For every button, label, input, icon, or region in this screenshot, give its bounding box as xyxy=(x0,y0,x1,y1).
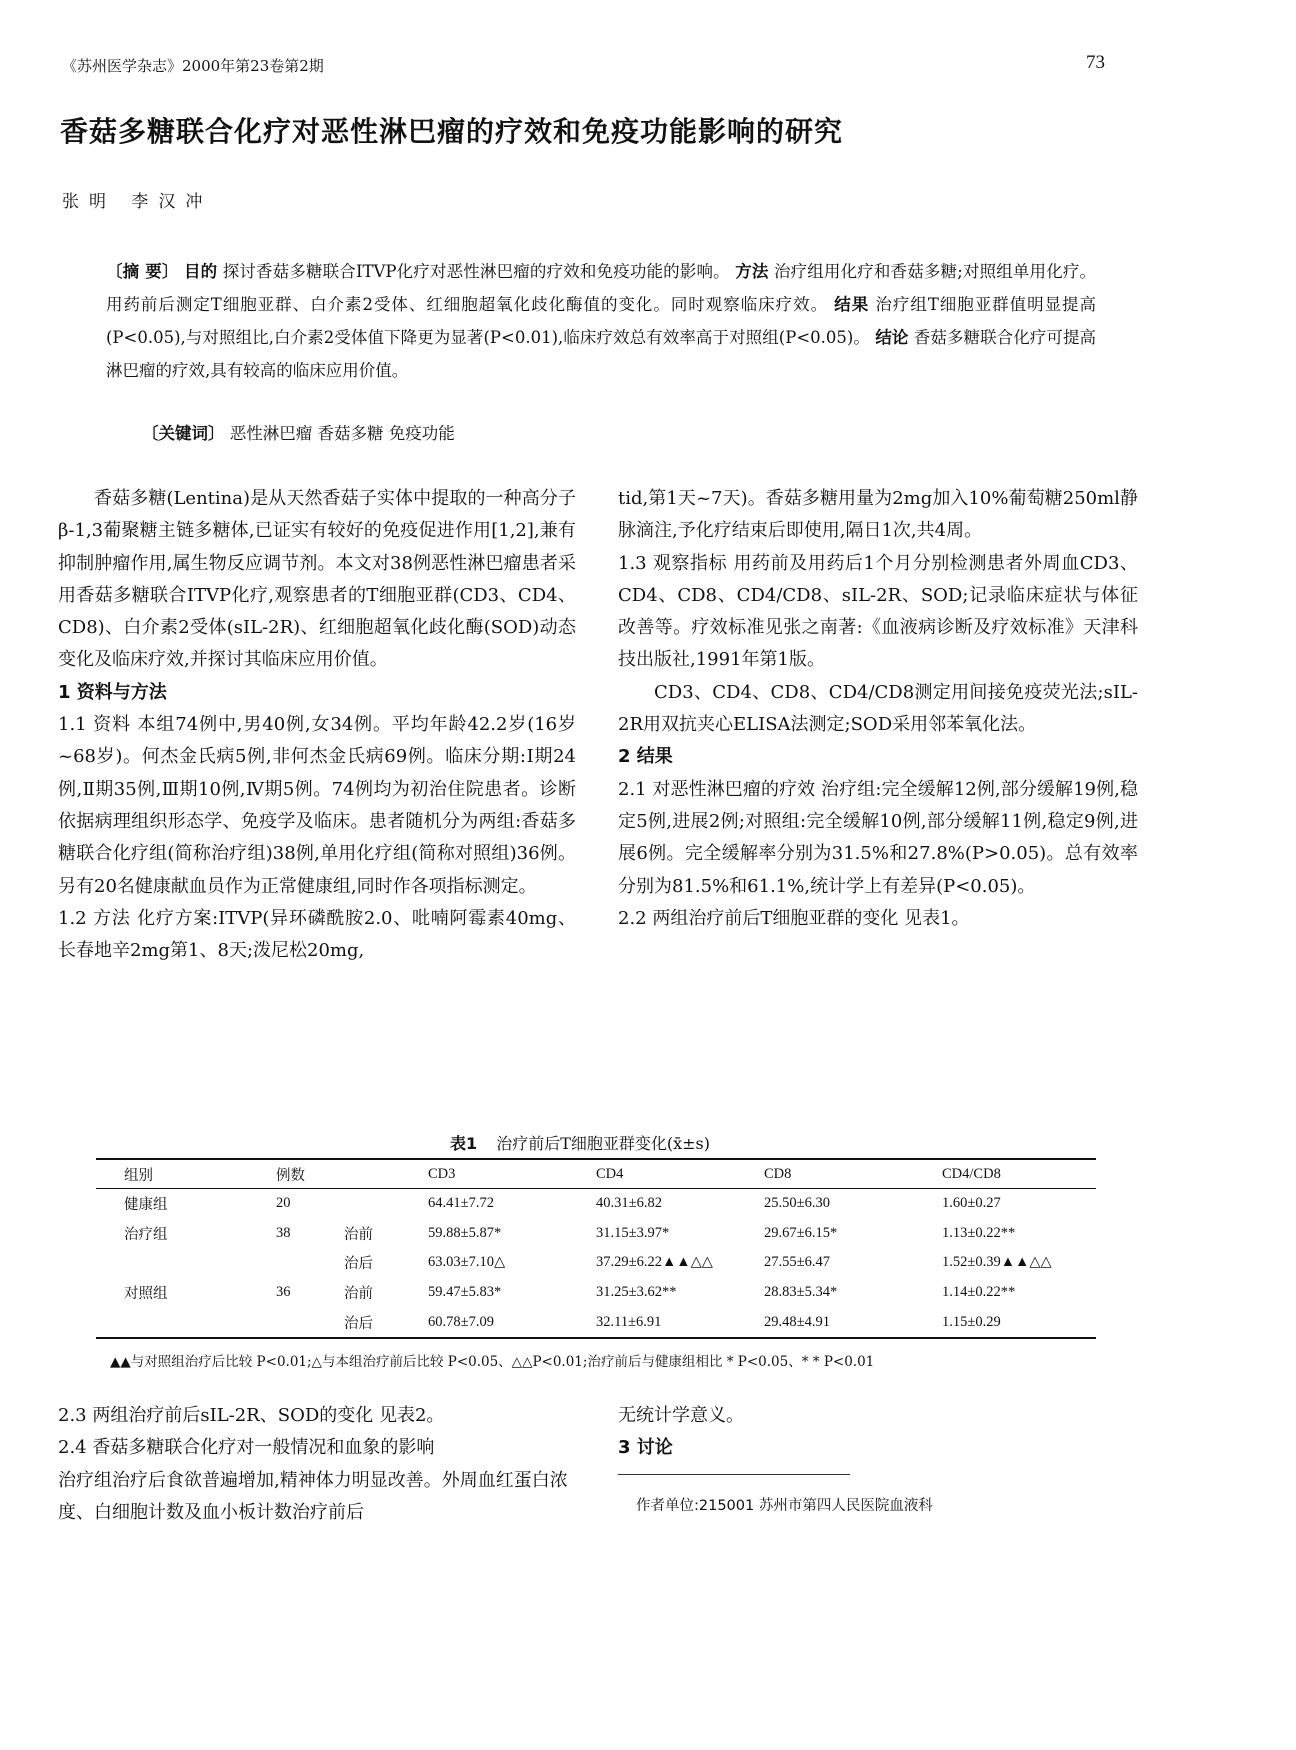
results-label: 结果 xyxy=(834,295,870,314)
col-header-phase xyxy=(340,1159,404,1189)
cell: 1.60±0.27 xyxy=(942,1195,1001,1212)
cell: 31.25±3.62** xyxy=(596,1284,677,1301)
cell: 27.55±6.47 xyxy=(764,1254,830,1271)
cell xyxy=(96,1307,228,1338)
section-2-3: 2.3 两组治疗前后sIL-2R、SOD的变化 见表2。 xyxy=(58,1405,445,1426)
table-1-caption xyxy=(0,1131,1160,1154)
section-2-4-heading: 2.4 香菇多糖联合化疗对一般情况和血象的影响 xyxy=(58,1437,435,1459)
table-row xyxy=(96,1307,1096,1338)
journal-header: 《苏州医学杂志》2000年第23卷第2期 xyxy=(62,57,324,75)
method-paragraph: CD3、CD4、CD8、CD4/CD8测定用间接免疫荧光法;sIL-2R用双抗夹心ELISA法测定;SOD采用邻苯氧化法。 xyxy=(618,681,1138,736)
section-2-4-text: 治疗组治疗后食欲普遍增加,精神体力明显改善。外周血红蛋白浓度、白细胞计数及血小板计数治疗前后 xyxy=(58,1469,568,1523)
bottom-right-column xyxy=(618,1400,1138,1465)
cell: 治疗组 xyxy=(124,1226,168,1243)
footnote-divider xyxy=(618,1474,850,1475)
body-left-column xyxy=(58,483,576,967)
cell: 29.48±4.91 xyxy=(760,1307,938,1338)
cell: 治前 xyxy=(344,1286,373,1303)
cell: 32.11±6.91 xyxy=(592,1307,760,1338)
cell: 31.15±3.97* xyxy=(596,1224,670,1241)
cell xyxy=(228,1307,340,1338)
cell: 59.47±5.83* xyxy=(428,1284,502,1301)
cell: 59.88±5.87* xyxy=(428,1224,502,1241)
section-2-heading: 2 结果 xyxy=(618,746,673,768)
cell: 28.83±5.34* xyxy=(764,1284,838,1301)
cell: 1.13±0.22** xyxy=(942,1224,1016,1241)
table-row xyxy=(96,1219,1096,1249)
section-1-3: 1.3 观察指标 用药前及用药后1个月分别检测患者外周血CD3、CD4、CD8、CD4/CD8、sIL-2R、SOD;记录临床症状与体征改善等。疗效标准见张之南著:《血液病诊断及疗效标准》天津科技出版社,1991年第1版。 xyxy=(618,552,1138,671)
cell: 63.03±7.10△ xyxy=(428,1254,506,1271)
table-row xyxy=(96,1189,1096,1219)
abstract-label: 〔摘 要〕 xyxy=(106,262,179,281)
cell: 37.29±6.22▲▲△△ xyxy=(596,1254,713,1271)
keywords-text: 恶性淋巴瘤 香菇多糖 免疫功能 xyxy=(229,424,455,443)
cell: 20 xyxy=(276,1195,291,1212)
conclusion-text: 香菇多糖联合化疗可提高淋巴瘤的疗效,具有较高的临床应用价值。 xyxy=(106,328,1097,380)
cell: 治后 xyxy=(344,1256,373,1273)
author-affiliation: 作者单位:215001 苏州市第四人民医院血液科 xyxy=(636,1498,933,1514)
cell: 25.50±6.30 xyxy=(764,1195,830,1212)
cell: 60.78±7.09 xyxy=(404,1307,592,1338)
objective-label: 目的 xyxy=(183,262,218,281)
cell xyxy=(340,1189,404,1219)
cell: 36 xyxy=(276,1284,291,1301)
section-2-4-continued: 无统计学意义。 xyxy=(618,1405,744,1426)
cell: 健康组 xyxy=(124,1197,168,1214)
keywords-label: 〔关键词〕 xyxy=(142,424,225,443)
section-1-2-continued: tid,第1天~7天)。香菇多糖用量为2mg加入10%葡萄糖250ml静脉滴注,予化疗结束后即使用,隔日1次,共4周。 xyxy=(618,488,1138,542)
body-right-column xyxy=(618,483,1138,935)
cell: 1.52±0.39▲▲△△ xyxy=(942,1254,1052,1271)
cell: 1.14±0.22** xyxy=(942,1284,1016,1301)
section-3-heading: 3 讨论 xyxy=(618,1437,673,1459)
cell: 40.31±6.82 xyxy=(596,1195,662,1212)
section-1-2: 1.2 方法 化疗方案:ITVP(异环磷酰胺2.0、吡喃阿霉素40mg、长春地辛2mg第1、8天;泼尼松20mg, xyxy=(58,907,576,962)
cell: 治后 xyxy=(340,1307,404,1338)
conclusion-label: 结论 xyxy=(875,328,909,347)
cell: 治前 xyxy=(344,1226,373,1243)
cell xyxy=(96,1248,228,1278)
table-header-row xyxy=(96,1159,1096,1189)
section-2-1: 2.1 对恶性淋巴瘤的疗效 治疗组:完全缓解12例,部分缓解19例,稳定5例,进展2例;对照组:完全缓解10例,部分缓解11例,稳定9例,进展6例。完全缓解率分别为31.5%和27.8%(P>0.05)。总有效率分别为81.5%和61.1%,统计学上有差异(P<0.05)。 xyxy=(618,778,1138,897)
table-row xyxy=(96,1278,1096,1308)
page-number: 73 xyxy=(1086,52,1105,73)
authors: 张明 李汉冲 xyxy=(62,192,213,212)
results-text: 治疗组T细胞亚群值明显提高(P<0.05),与对照组比,白介素2受体值下降更为显著(P<0.01),临床疗效总有效率高于对照组(P<0.05)。 xyxy=(106,295,1097,347)
section-1-1: 1.1 资料 本组74例中,男40例,女34例。平均年龄42.2岁(16岁~68岁)。何杰金氏病5例,非何杰金氏病69例。临床分期:Ⅰ期24例,Ⅱ期35例,Ⅲ期10例,Ⅳ期5例。74例均为初治住院患者。诊断依据病理组织形态学、免疫学及临床。患者随机分为两组:香菇多糖联合化疗组(简称治疗组)38例,单用化疗组(简称对照组)36例。另有20名健康献血员作为正常健康组,同时作各项指标测定。 xyxy=(58,714,576,897)
intro-paragraph: 香菇多糖(Lentina)是从天然香菇子实体中提取的一种高分子β-1,3葡聚糖主链多糖体,已证实有较好的免疫促进作用[1,2],兼有抑制肿瘤作用,属生物反应调节剂。本文对38例恶性淋巴瘤患者采用香菇多糖联合ITVP化疗,观察患者的T细胞亚群(CD3、CD4、CD8)、白介素2受体(sIL-2R)、红细胞超氧化歧化酶(SOD)动态变化及临床疗效,并探讨其临床应用价值。 xyxy=(58,488,576,671)
table-1 xyxy=(96,1158,1096,1339)
table-1-note: ▲▲与对照组治疗后比较 P<0.01;△与本组治疗前后比较 P<0.05、△△P<0.01;治疗前后与健康组相比 * P<0.05、* * P<0.01 xyxy=(110,1354,875,1370)
paper-title: 香菇多糖联合化疗对恶性淋巴瘤的疗效和免疫功能影响的研究 xyxy=(60,115,844,148)
table-1-label: 表1 xyxy=(449,1134,478,1153)
col-header-ratio: CD4/CD8 xyxy=(938,1159,1096,1189)
cell xyxy=(228,1248,340,1278)
col-header-count: 例数 xyxy=(228,1159,340,1189)
cell: 对照组 xyxy=(124,1286,168,1303)
section-2-2: 2.2 两组治疗前后T细胞亚群的变化 见表1。 xyxy=(618,907,970,929)
bottom-left-column xyxy=(58,1400,578,1529)
abstract xyxy=(106,255,1096,387)
cell: 29.67±6.15* xyxy=(764,1224,838,1241)
col-header-cd4: CD4 xyxy=(592,1159,760,1189)
cell: 64.41±7.72 xyxy=(428,1195,494,1212)
keywords xyxy=(142,420,455,444)
methods-label: 方法 xyxy=(735,262,769,281)
objective-text: 探讨香菇多糖联合ITVP化疗对恶性淋巴瘤的疗效和免疫功能的影响。 xyxy=(222,262,730,281)
table-row xyxy=(96,1248,1096,1278)
methods-text: 治疗组用化疗和香菇多糖;对照组单用化疗。用药前后测定T细胞亚群、白介素2受体、红细胞超氧化歧化酶值的变化。同时观察临床疗效。 xyxy=(106,262,1097,314)
cell: 1.15±0.29 xyxy=(938,1307,1096,1338)
cell: 38 xyxy=(276,1224,291,1241)
section-1-heading: 1 资料与方法 xyxy=(58,681,167,703)
col-header-group: 组别 xyxy=(96,1159,228,1189)
col-header-cd3: CD3 xyxy=(404,1159,592,1189)
col-header-cd8: CD8 xyxy=(760,1159,938,1189)
table-1-title: 治疗前后T细胞亚群变化(x̄±s) xyxy=(496,1134,711,1153)
